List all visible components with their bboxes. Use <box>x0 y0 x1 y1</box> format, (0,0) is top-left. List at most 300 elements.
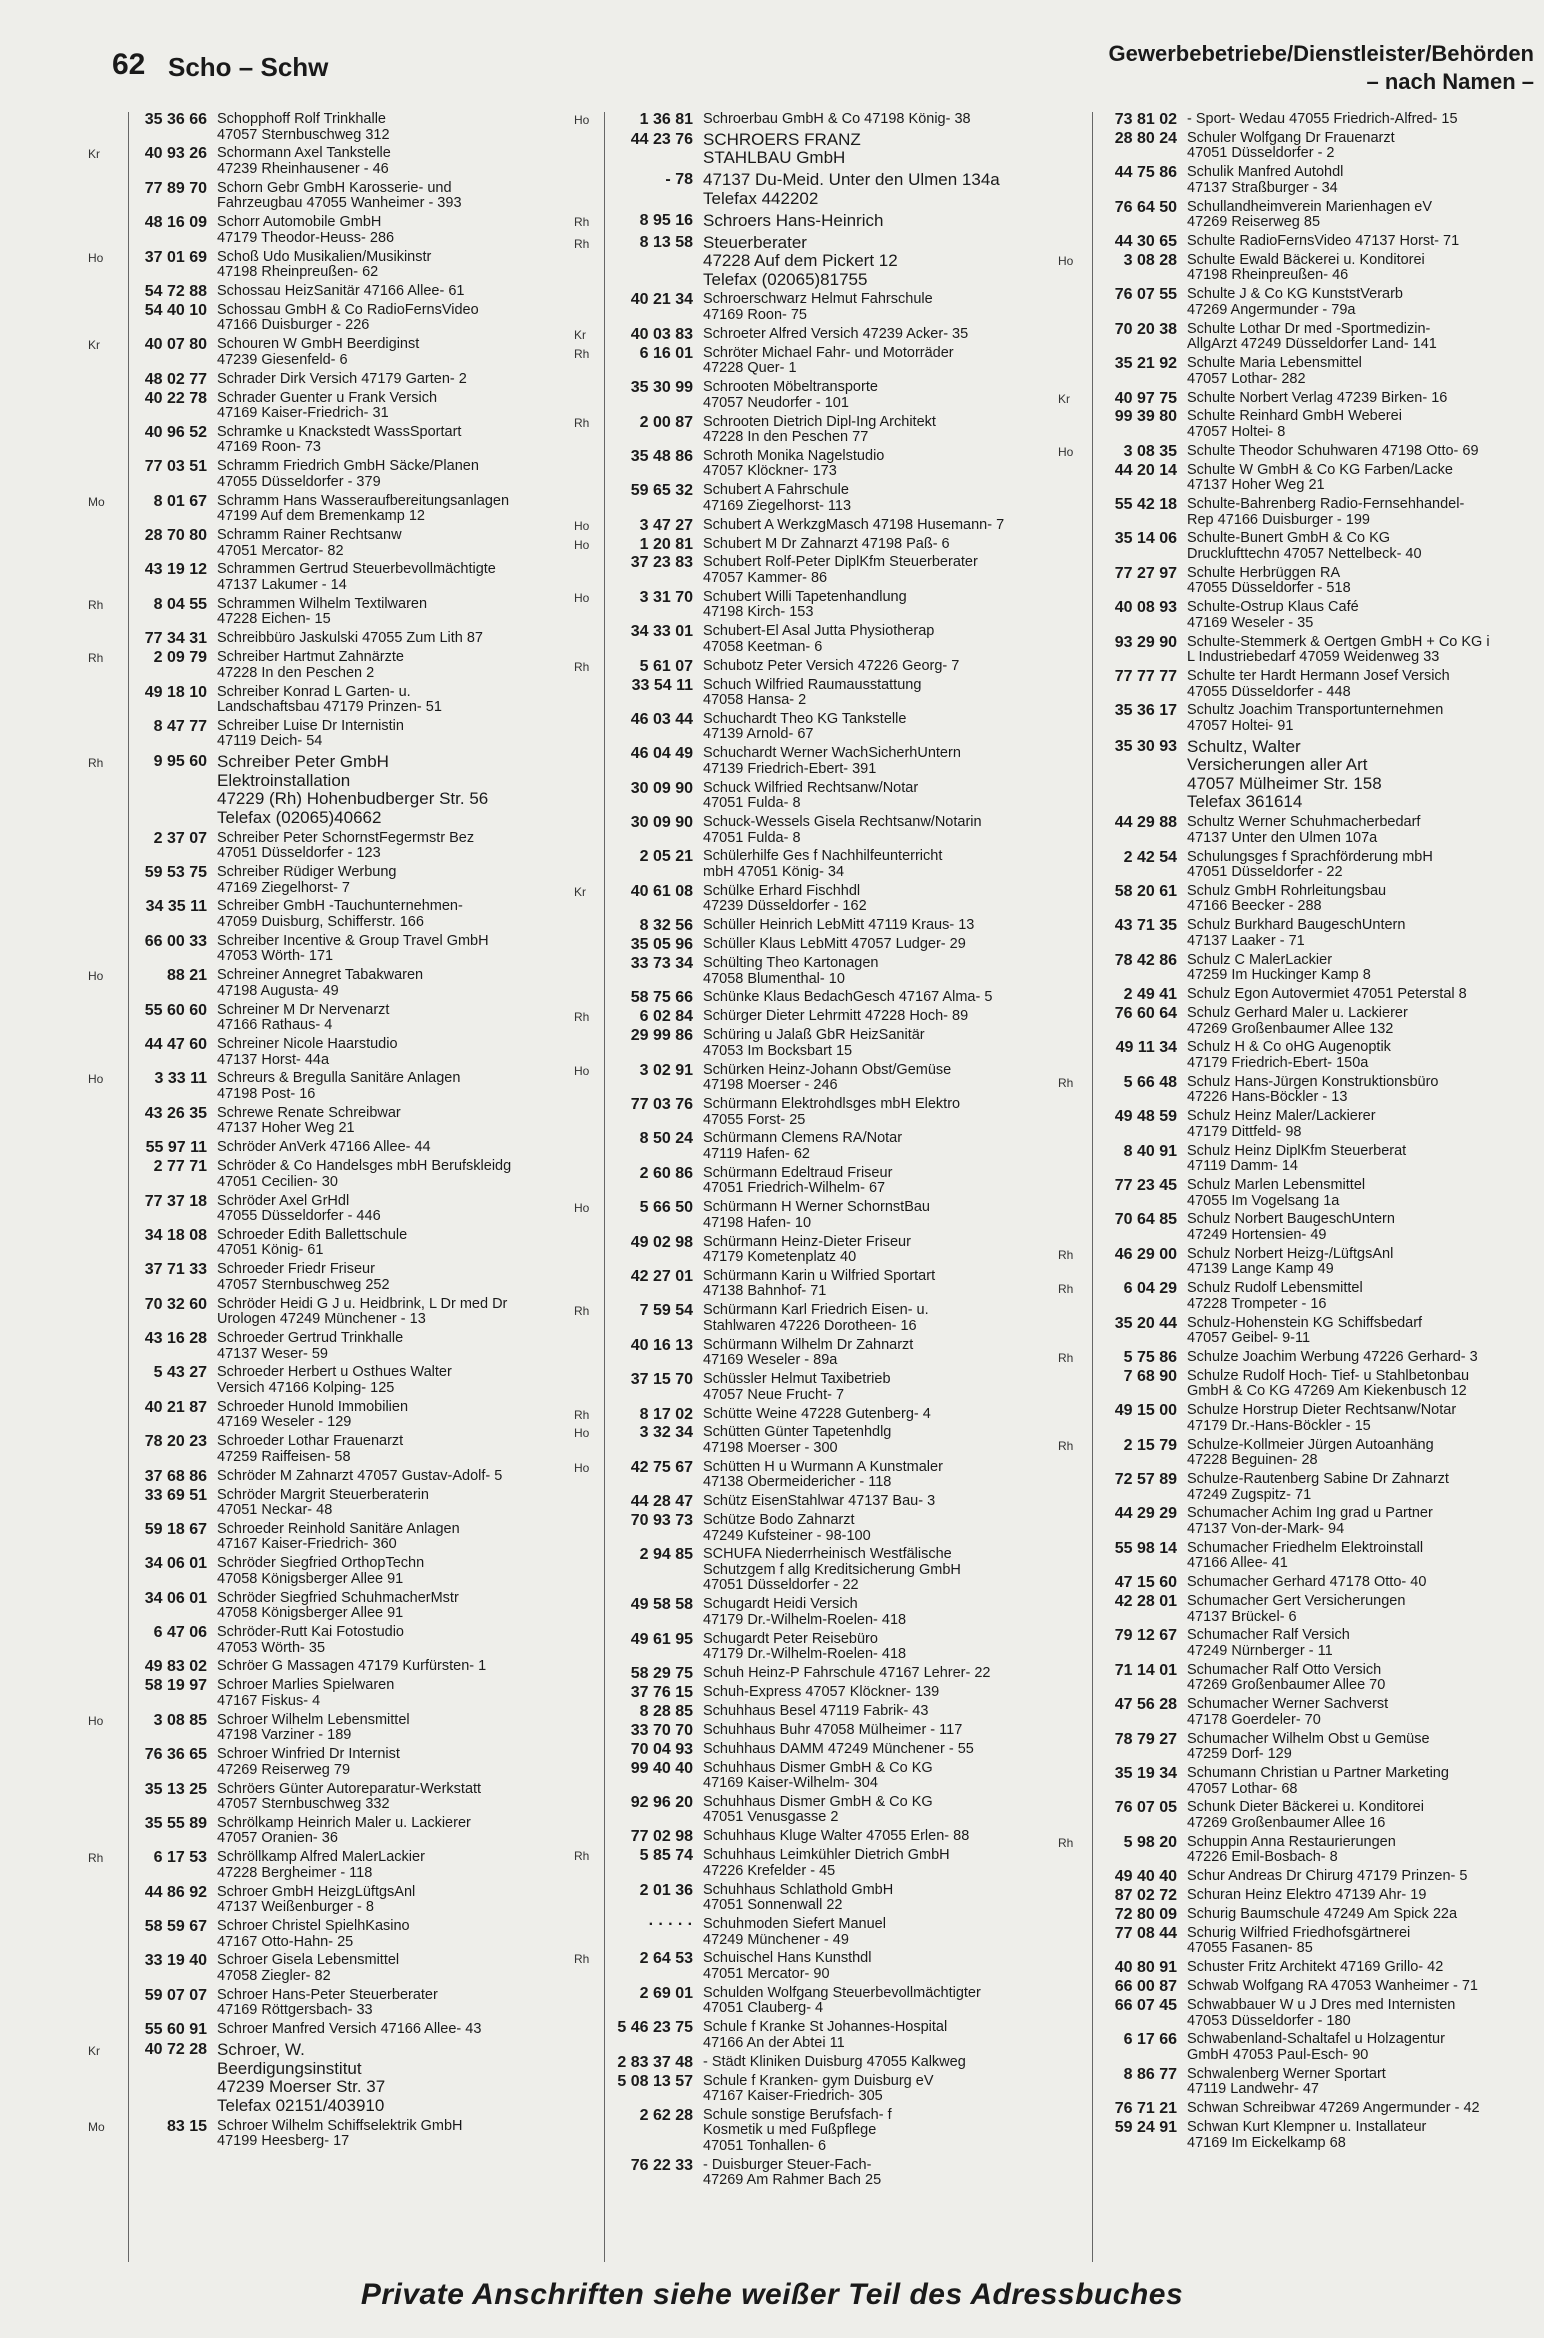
directory-entry <box>1092 322 1544 353</box>
entry-name-address: Schuhhaus Dismer GmbH & Co KG 47169 Kaiser-Wilhelm- 304 <box>703 1759 933 1792</box>
district-code: Kr <box>574 327 586 342</box>
entry-name-address: Schuischel Hans Kunsthdl 47051 Mercator- 90 <box>703 1950 872 1982</box>
phone-number: 40 93 26 <box>144 145 207 163</box>
entry-name-address: Schultz, Walter Versicherungen aller Art 47057 Mülheimer Str. 158 Telefax 361614 <box>1187 736 1382 812</box>
directory-entry <box>1092 1888 1544 1904</box>
phone-number: 66 07 45 <box>1114 1997 1177 2015</box>
phone-number: 78 79 27 <box>1114 1730 1177 1748</box>
phone-number: 78 42 86 <box>1114 951 1177 969</box>
directory-entry <box>122 425 600 456</box>
directory-entry <box>122 1885 600 1916</box>
directory-entry <box>122 459 600 490</box>
district-code: Ho <box>88 1072 104 1087</box>
directory-entry <box>1092 2120 1544 2151</box>
entry-name-address: Schuhhaus Buhr 47058 Mülheimer - 117 <box>703 1721 963 1738</box>
phone-number: 2 00 87 <box>639 413 693 431</box>
phone-number: 55 42 18 <box>1114 496 1177 514</box>
entry-name-address: Schumacher Gerhard 47178 Otto- 40 <box>1187 1574 1427 1591</box>
directory-entry <box>122 1522 600 1553</box>
entry-name-address: Schuler Wolfgang Dr Frauenarzt 47051 Düsseldorfer - 2 <box>1187 129 1395 162</box>
phone-number: 44 29 29 <box>1114 1505 1177 1523</box>
phone-number: 8 17 02 <box>639 1405 693 1423</box>
entry-name-address: Schüring u Jalaß GbR HeizSanitär 47053 Im Bocksbart 15 <box>703 1027 925 1059</box>
phone-number: 37 71 33 <box>144 1261 207 1279</box>
directory-entry <box>88 2040 600 2115</box>
district-code: Rh <box>574 1304 590 1319</box>
entry-name-address: Schröder Margrit Steuerberaterin 47051 Neckar- 48 <box>217 1486 429 1519</box>
phone-number: 2 62 28 <box>639 2106 693 2124</box>
directory-entry <box>122 1659 600 1675</box>
directory-entry <box>1092 566 1544 597</box>
phone-number: 8 50 24 <box>639 1130 693 1148</box>
directory-entry <box>1092 200 1544 231</box>
phone-number: 47 15 60 <box>1114 1574 1177 1592</box>
directory-entry <box>1092 1369 1544 1400</box>
directory-entry <box>1092 112 1544 128</box>
directory-entry <box>608 1986 1092 2017</box>
phone-number: 5 75 86 <box>1123 1348 1177 1366</box>
entry-name-address: Schreiber Hartmut Zahnärzte 47228 In den Peschen 2 <box>217 649 404 681</box>
district-code: Kr <box>88 147 100 162</box>
phone-number: 58 59 67 <box>144 1918 207 1936</box>
entry-name-address: Schulte Theodor Schuhwaren 47198 Otto- 69 <box>1187 442 1479 459</box>
directory-entry <box>574 516 1092 534</box>
directory-entry <box>608 1235 1092 1266</box>
directory-entry <box>122 1365 600 1396</box>
district-code: Ho <box>574 518 590 533</box>
entry-name-address: Schrader Dirk Versich 47179 Garten- 2 <box>217 370 467 387</box>
district-code: Ho <box>574 1201 590 1216</box>
phone-number: 34 35 11 <box>145 898 207 916</box>
entry-name-address: Schulze-Rautenberg Sabine Dr Zahnarzt 47249 Zugspitz- 71 <box>1187 1471 1449 1503</box>
directory-entry <box>122 528 600 559</box>
entry-name-address: Schütten H u Wurmann A Kunstmaler 47138 Obermeidericher - 118 <box>703 1458 943 1491</box>
district-code: Kr <box>88 338 100 353</box>
directory-entry <box>1092 1628 1544 1659</box>
phone-number: 40 03 83 <box>630 325 693 343</box>
entry-name-address: Schroer Wilhelm Lebensmittel 47198 Varziner - 189 <box>217 1711 410 1744</box>
directory-entry <box>122 831 600 862</box>
entry-name-address: Schurig Wilfried Friedhofsgärtnerei 47055 Fasanen- 85 <box>1187 1924 1411 1957</box>
directory-entry <box>574 1458 1092 1491</box>
entry-name-address: Schröder M Zahnarzt 47057 Gustav-Adolf- 5 <box>217 1467 503 1484</box>
entry-name-address: Schumacher Ralf Otto Versich 47269 Großenbaumer Allee 70 <box>1187 1661 1386 1694</box>
entry-name-address: Schroeder Friedr Friseur 47057 Sternbuschweg 252 <box>217 1261 390 1293</box>
entry-name-address: Schuck Wilfried Rechtsanw/Notar 47051 Fulda- 8 <box>703 779 919 812</box>
district-code: Kr <box>1058 391 1070 406</box>
phone-number: 83 15 <box>166 2117 207 2135</box>
directory-entry <box>122 719 600 750</box>
directory-entry <box>122 1106 600 1137</box>
entry-name-address: Schrader Guenter u Frank Versich 47169 Kaiser-Friedrich- 31 <box>217 389 438 422</box>
entry-name-address: Schürmann H Werner SchornstBau 47198 Hafen- 10 <box>703 1199 931 1231</box>
phone-number: 55 98 14 <box>1114 1539 1177 1557</box>
directory-entry <box>1092 165 1544 196</box>
entry-name-address: Schwabenland-Schaltafel u Holzagentur GmbH 47053 Paul-Esch- 90 <box>1187 2031 1445 2063</box>
directory-entry <box>1092 1178 1544 1209</box>
phone-number: 40 97 75 <box>1114 389 1177 407</box>
directory-entry <box>1092 234 1544 250</box>
directory-entry <box>1092 1869 1544 1885</box>
phone-number: 46 04 49 <box>630 745 693 763</box>
entry-name-address: Schrewe Renate Schreibwar 47137 Hoher Weg 21 <box>217 1104 401 1137</box>
phone-number: 44 20 14 <box>1114 461 1177 479</box>
directory-entry <box>122 372 600 388</box>
directory-entry <box>1058 1436 1544 1469</box>
directory-entry <box>122 1003 600 1034</box>
header-category: Gewerbebetriebe/Dienstleister/Behörden <box>1108 41 1534 66</box>
phone-number: 8 28 85 <box>639 1702 693 1720</box>
district-code: Mo <box>88 2119 105 2134</box>
phone-number: 40 72 28 <box>144 2041 207 2059</box>
directory-entry <box>88 967 600 999</box>
entry-name-address: Schwalenberg Werner Sportart 47119 Landwehr- 47 <box>1187 2065 1386 2098</box>
entry-name-address: Schütze Bodo Zahnarzt 47249 Kufsteiner - 98-100 <box>703 1512 871 1544</box>
entry-name-address: Schreiber Konrad L Garten- u. Landschaftsbau 47179 Prinzen- 51 <box>217 683 442 716</box>
entry-name-address: Schulz-Hohenstein KG Schiffsbedarf 47057 Geibel- 9-11 <box>1187 1314 1423 1347</box>
phone-number: 59 24 91 <box>1114 2119 1177 2137</box>
phone-number: 76 36 65 <box>144 1746 207 1764</box>
district-code: Ho <box>1058 253 1074 268</box>
entry-name-address: Schreiber Rüdiger Werbung 47169 Ziegelhorst- 7 <box>217 864 397 896</box>
entry-name-address: Schröder Heidi G J u. Heidbrink, L Dr med Dr Urologen 47249 Münchener - 13 <box>217 1295 508 1328</box>
entry-name-address: Schuchardt Theo KG Tankstelle 47139 Arnold- 67 <box>703 710 907 743</box>
phone-number: 77 34 31 <box>144 630 207 648</box>
directory-entry <box>608 1883 1092 1914</box>
phone-number: 35 36 17 <box>1114 702 1177 720</box>
directory-entry <box>1092 1212 1544 1243</box>
directory-entry <box>608 1685 1092 1701</box>
phone-number: 40 07 80 <box>144 336 207 354</box>
directory-entry <box>608 815 1092 846</box>
directory-entry <box>608 1704 1092 1720</box>
entry-name-address: Schulze-Kollmeier Jürgen Autoanhäng 47228 Beguinen- 28 <box>1187 1436 1434 1469</box>
directory-entry <box>608 171 1092 208</box>
phone-number: 40 21 34 <box>630 291 693 309</box>
entry-name-address: Schroer GmbH HeizgLüftgsAnl 47137 Weißenburger - 8 <box>217 1883 416 1916</box>
phone-number: 70 20 38 <box>1114 320 1177 338</box>
entry-name-address: Schroer Hans-Peter Steuerberater 47169 Röttgersbach- 33 <box>217 1986 438 2019</box>
entry-name-address: Schulz H & Co oHG Augenoptik 47179 Friedrich-Ebert- 150a <box>1187 1039 1391 1071</box>
entry-name-address: Schülerhilfe Ges f Nachhilfeunterricht mbH 47051 König- 34 <box>703 848 943 880</box>
entry-name-address: Schulungsges f Sprachförderung mbH 47051 Düsseldorfer - 22 <box>1187 848 1433 881</box>
entry-name-address: Schuppin Anna Restaurierungen 47226 Emil-Bosbach- 8 <box>1187 1833 1396 1866</box>
phone-number: 30 09 90 <box>630 814 693 832</box>
directory-entry <box>122 1140 600 1156</box>
directory-entry <box>574 325 1092 343</box>
phone-number: 5 66 48 <box>1123 1073 1177 1091</box>
entry-name-address: Schürmann Edeltraud Friseur 47051 Friedrich-Wilhelm- 67 <box>703 1164 893 1197</box>
phone-number: 3 32 34 <box>639 1424 693 1442</box>
entry-name-address: Schubert A Fahrschule 47169 Ziegelhorst- 113 <box>703 482 852 514</box>
entry-name-address: Schuh-Express 47057 Klöckner- 139 <box>703 1684 940 1701</box>
entry-name-address: Schürmann Elektrohdlsges mbH Elektro 47055 Forst- 25 <box>703 1096 961 1128</box>
directory-entry <box>608 1269 1092 1300</box>
phone-number: 77 37 18 <box>144 1192 207 1210</box>
entry-name-address: Schulte Lothar Dr med -Sportmedizin- AllgArzt 47249 Düsseldorfer Land- 141 <box>1187 320 1437 353</box>
entry-name-address: Schreiber Luise Dr Internistin 47119 Deich- 54 <box>217 717 404 750</box>
entry-name-address: Schuh Heinz-P Fahrschule 47167 Lehrer- 22 <box>703 1665 991 1682</box>
directory-entry <box>608 1097 1092 1128</box>
directory-entry <box>1092 1998 1544 2029</box>
phone-number: 44 86 92 <box>144 1883 207 1901</box>
phone-number: 5 85 74 <box>639 1847 693 1865</box>
directory-entry <box>122 865 600 896</box>
phone-number: 33 73 34 <box>630 955 693 973</box>
phone-number: - 78 <box>665 171 693 189</box>
phone-number: 2 01 36 <box>639 1881 693 1899</box>
entry-name-address: Schouren W GmbH Beerdiginst 47239 Giesenfeld- 6 <box>217 336 420 368</box>
directory-entry <box>122 1953 600 1984</box>
phone-number: 87 02 72 <box>1114 1887 1177 1905</box>
directory-entry <box>1058 1245 1544 1278</box>
entry-name-address: Schroer Gisela Lebensmittel 47058 Ziegler- 82 <box>217 1952 400 1984</box>
directory-entry <box>88 2117 600 2150</box>
directory-entry <box>1092 1926 1544 1957</box>
entry-name-address: Schröder & Co Handelsges mbH Berufskleidg 47051 Cecilien- 30 <box>217 1158 512 1190</box>
phone-number: 2 05 21 <box>639 848 693 866</box>
phone-number: 92 96 20 <box>630 1793 693 1811</box>
page-range: Scho – Schw <box>168 52 329 82</box>
directory-entry <box>608 2074 1092 2105</box>
district-code: Rh <box>574 346 590 361</box>
directory-entry <box>1092 738 1544 812</box>
entry-name-address: Schulte ter Hardt Hermann Josef Versich 47055 Düsseldorfer - 448 <box>1187 668 1450 700</box>
directory-entry <box>608 990 1092 1006</box>
phone-number: 35 05 96 <box>630 936 693 954</box>
entry-name-address: 47137 Du-Meid. Unter den Ulmen 134a Telefax 442202 <box>703 170 1000 208</box>
directory-entry <box>122 2022 600 2038</box>
entry-name-address: Schülting Theo Kartonagen 47058 Blumenthal- 10 <box>703 955 879 987</box>
directory-entry <box>1092 1472 1544 1503</box>
entry-name-address: Schurig Baumschule 47249 Am Spick 22a <box>1187 1905 1458 1922</box>
entry-name-address: Schrooten Möbeltransporte 47057 Neudorfer - 101 <box>703 379 878 411</box>
directory-entry <box>1092 2067 1544 2098</box>
phone-number: 6 17 66 <box>1123 2031 1177 2049</box>
entry-name-address: Schreiber Peter GmbH Elektroinstallation 47229 (Rh) Hohenbudberger Str. 56 Telefax (02065)40662 <box>217 752 489 827</box>
phone-number: 49 48 59 <box>1114 1108 1177 1126</box>
phone-number: 88 21 <box>166 967 207 985</box>
entry-name-address: Schumann Christian u Partner Marketing 47057 Lothar- 68 <box>1187 1765 1449 1797</box>
phone-number: 34 33 01 <box>630 623 693 641</box>
phone-number: 34 06 01 <box>144 1589 207 1607</box>
directory-entry <box>608 1028 1092 1059</box>
entry-name-address: - Städt Kliniken Duisburg 47055 Kalkweg <box>703 2053 966 2070</box>
directory-entry <box>122 1331 600 1362</box>
directory-column-2 <box>574 111 1092 2262</box>
directory-entry <box>574 1424 1092 1456</box>
phone-number: 3 02 91 <box>639 1061 693 1079</box>
directory-entry <box>608 1338 1092 1369</box>
phone-number: 58 29 75 <box>630 1665 693 1683</box>
footer-note: Private Anschriften siehe weißer Teil des Adressbuches <box>360 2278 1184 2311</box>
phone-number: 37 76 15 <box>630 1684 693 1702</box>
phone-number: 1 36 81 <box>639 111 693 128</box>
phone-number: 8 13 58 <box>639 233 693 251</box>
directory-entry <box>608 380 1092 411</box>
phone-number: 79 12 67 <box>1114 1627 1177 1645</box>
phone-number: 42 27 01 <box>630 1267 693 1285</box>
phone-number: 3 08 35 <box>1123 442 1177 460</box>
directory-entry <box>574 1405 1092 1423</box>
phone-number: 44 29 88 <box>1114 814 1177 832</box>
phone-number: 3 31 70 <box>639 588 693 606</box>
directory-column-3 <box>1058 111 1544 2262</box>
district-code: Ho <box>574 1460 590 1475</box>
phone-number: 49 61 95 <box>630 1630 693 1648</box>
directory-entry <box>1058 389 1544 407</box>
phone-number: 46 03 44 <box>630 710 693 728</box>
phone-number: 49 83 02 <box>144 1658 207 1676</box>
phone-number: 49 02 98 <box>630 1233 693 1251</box>
directory-entry <box>88 336 600 368</box>
phone-number: 8 01 67 <box>153 492 207 510</box>
directory-entry <box>608 1494 1092 1510</box>
phone-number: 44 75 86 <box>1114 164 1177 182</box>
entry-name-address: Schuhhaus Schlathold GmbH 47051 Sonnenwall 22 <box>703 1881 894 1914</box>
district-code: Ho <box>574 590 590 605</box>
phone-number: 2 49 41 <box>1123 986 1177 1004</box>
entry-name-address: Schwabbauer W u J Dres med Internisten 47053 Düsseldorfer - 180 <box>1187 1997 1456 2029</box>
directory-entry <box>608 292 1092 323</box>
directory-entry <box>1092 1040 1544 1071</box>
directory-entry <box>122 1262 600 1293</box>
directory-entry <box>608 555 1092 586</box>
directory-entry <box>1092 815 1544 846</box>
directory-entry <box>122 1988 600 2019</box>
phone-number: 7 68 90 <box>1123 1367 1177 1385</box>
directory-entry <box>608 483 1092 514</box>
directory-entry <box>574 413 1092 446</box>
directory-entry <box>1092 1766 1544 1797</box>
page-number: 62 <box>112 48 146 81</box>
entry-name-address: Schütten Günter Tapetenhdlg 47198 Moerser - 300 <box>703 1424 892 1456</box>
phone-number: 8 86 77 <box>1123 2065 1177 2083</box>
phone-number: 76 71 21 <box>1114 2100 1177 2118</box>
entry-name-address: Steuerberater 47228 Auf dem Pickert 12 Telefax (02065)81755 <box>703 232 898 289</box>
entry-name-address: Schroeder Edith Ballettschule 47051 König- 61 <box>217 1226 408 1259</box>
phone-number: 54 40 10 <box>144 301 207 319</box>
directory-entry <box>608 1917 1092 1948</box>
directory-entry <box>122 1625 600 1656</box>
phone-number: 44 28 47 <box>630 1493 693 1511</box>
directory-entry <box>1058 1833 1544 1866</box>
entry-name-address: Schroeder Hunold Immobilien 47169 Weseler - 129 <box>217 1398 409 1431</box>
directory-entry <box>122 303 600 334</box>
district-code: Rh <box>88 1851 104 1866</box>
phone-number: 35 20 44 <box>1114 1314 1177 1332</box>
entry-name-address: Schreiner Annegret Tabakwaren 47198 Augusta- 49 <box>217 967 424 999</box>
entry-name-address: Schulte-Stemmerk & Oertgen GmbH + Co KG i L Industriebedarf 47059 Weidenweg 33 <box>1187 633 1490 666</box>
entry-name-address: Schule sonstige Berufsfach- f Kosmetik u med Fußpflege 47051 Tonhallen- 6 <box>703 2106 892 2154</box>
directory-entry <box>1092 635 1544 666</box>
directory-entry <box>122 562 600 593</box>
phone-number: 35 19 34 <box>1114 1765 1177 1783</box>
entry-name-address: Schulte Maria Lebensmittel 47057 Lothar- 282 <box>1187 355 1362 387</box>
entry-name-address: Schuster Fritz Architekt 47169 Grillo- 42 <box>1187 1959 1444 1976</box>
directory-entry <box>1092 1403 1544 1434</box>
directory-entry <box>1058 442 1544 460</box>
entry-name-address: Schroer Marlies Spielwaren 47167 Fiskus- 4 <box>217 1677 395 1709</box>
phone-number: 5 43 27 <box>153 1364 207 1382</box>
directory-entry <box>122 631 600 647</box>
phone-number: 93 29 90 <box>1114 633 1177 651</box>
phone-number: 2 42 54 <box>1123 848 1177 866</box>
directory-entry <box>574 535 1092 553</box>
phone-number: 35 55 89 <box>144 1814 207 1832</box>
phone-number: 33 69 51 <box>144 1486 207 1504</box>
directory-entry <box>1058 1280 1544 1312</box>
district-code: Rh <box>574 1407 590 1422</box>
phone-number: 77 03 51 <box>144 458 207 476</box>
directory-entry <box>1092 1960 1544 1976</box>
entry-name-address: Schroer Christel SpielhKasino 47167 Otto-Hahn- 25 <box>217 1918 410 1950</box>
entry-name-address: Schünke Klaus BedachGesch 47167 Alma- 5 <box>703 989 993 1006</box>
district-code: Rh <box>1058 1835 1074 1850</box>
phone-number: 3 33 11 <box>154 1070 207 1088</box>
entry-name-address: Schossau GmbH & Co RadioFernsVideo 47166 Duisburger - 226 <box>217 301 479 334</box>
directory-entry <box>608 2020 1092 2051</box>
entry-name-address: Schröer G Massagen 47179 Kurfürsten- 1 <box>217 1658 487 1675</box>
phone-number: 5 46 23 75 <box>617 2019 693 2037</box>
entry-name-address: Schröllkamp Alfred MalerLackier 47228 Bergheimer - 118 <box>217 1849 425 1881</box>
phone-number: 5 66 50 <box>639 1199 693 1217</box>
directory-entry <box>88 1711 600 1744</box>
phone-number: 6 16 01 <box>639 344 693 362</box>
phone-number: 2 60 86 <box>639 1164 693 1182</box>
directory-entry <box>574 657 1092 675</box>
district-code: Rh <box>1058 1075 1074 1090</box>
directory-column-1 <box>88 111 600 2262</box>
directory-entry <box>122 284 600 300</box>
directory-entry <box>122 1194 600 1225</box>
entry-name-address: Schulte Herbrüggen RA 47055 Düsseldorfer - 518 <box>1187 564 1351 597</box>
directory-entry <box>1092 669 1544 700</box>
district-code: Kr <box>574 884 586 899</box>
phone-number: 30 09 90 <box>630 779 693 797</box>
directory-entry <box>1092 1144 1544 1175</box>
entry-name-address: Schüller Heinrich LebMitt 47119 Kraus- 13 <box>703 917 975 934</box>
directory-entry <box>574 1302 1092 1334</box>
district-code: Ho <box>88 969 104 984</box>
phone-number: 76 60 64 <box>1114 1005 1177 1023</box>
phone-number: 33 54 11 <box>631 676 693 694</box>
phone-number: 59 18 67 <box>144 1520 207 1538</box>
entry-name-address: Schunk Dieter Bäckerei u. Konditorei 47269 Großenbaumer Allee 16 <box>1187 1799 1424 1831</box>
phone-number: 49 18 10 <box>144 683 207 701</box>
directory-entry <box>574 1950 1092 1982</box>
entry-name-address: Schorn Gebr GmbH Karosserie- und Fahrzeugbau 47055 Wanheimer - 393 <box>217 179 462 212</box>
phone-number: 49 58 58 <box>630 1596 693 1614</box>
directory-entry <box>1092 2032 1544 2063</box>
directory-entry <box>122 1919 600 1950</box>
directory-entry <box>574 1199 1092 1231</box>
entry-name-address: Schuhhaus Kluge Walter 47055 Erlen- 88 <box>703 1828 970 1845</box>
directory-entry <box>1092 987 1544 1003</box>
entry-name-address: Schreiber Incentive & Group Travel GmbH 47053 Wörth- 171 <box>217 932 489 965</box>
entry-name-address: Schule f Kranke St Johannes-Hospital 47166 An der Abtei 11 <box>703 2019 948 2051</box>
phone-number: 70 04 93 <box>630 1740 693 1758</box>
phone-number: 35 30 99 <box>630 379 693 397</box>
entry-name-address: Schramm Rainer Rechtsanw 47051 Mercator- 82 <box>217 527 402 559</box>
directory-entry <box>88 1070 600 1102</box>
directory-entry <box>1058 1073 1544 1106</box>
directory-entry <box>1092 1907 1544 1923</box>
entry-name-address: Schroeder Gertrud Trinkhalle 47137 Weser- 59 <box>217 1330 404 1362</box>
directory-entry <box>122 1591 600 1622</box>
directory-entry <box>122 1228 600 1259</box>
entry-name-address: Schur Andreas Dr Chirurg 47179 Prinzen- 5 <box>1187 1868 1468 1885</box>
